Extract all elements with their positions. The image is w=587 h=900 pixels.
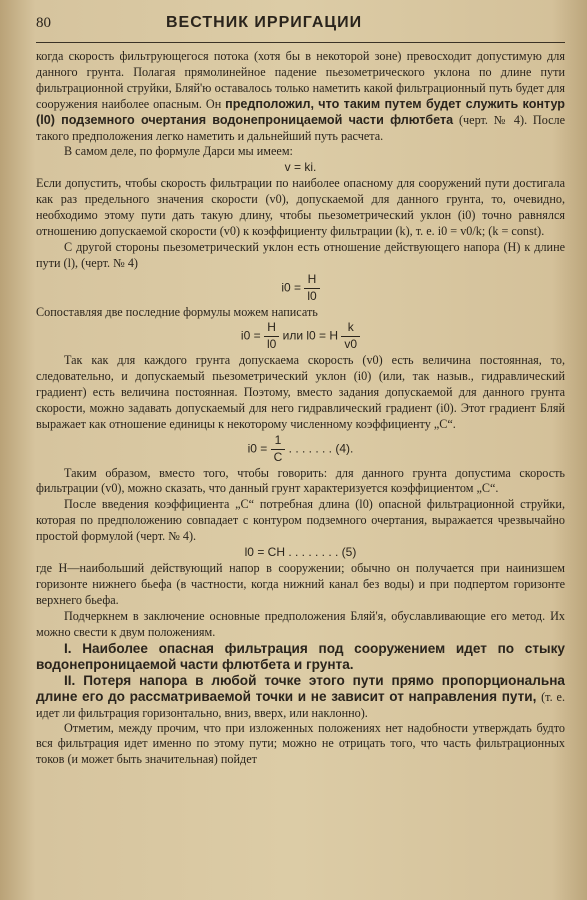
header-rule [36,42,565,43]
paragraph-1-lines: когда скорость фильтрующегося потока (хотя бы в некоторой зоне) превосходит допустимую для данного грунта. Полагая прямолинейное падение пьезометрического уклона по длине пути фильтрационной струйки, Бляй'ю оставалось только наметить какой фильтрационный путь будет для сооружения наиболее опасным. [36,49,565,111]
principle-2-main: II. Потеря напора в любой точке этого пути прямо пропорциональна длине его до рассматриваемой точки и не зависит от направления пути, [36,672,565,704]
page-number: 80 [36,15,51,31]
coefficient-formula-lhs: i0 = [247,441,268,456]
combined-fraction-2 [341,320,360,353]
gradient-formula-lhs: i0 = [281,280,301,295]
combined-denominator-2: v0 [344,337,358,352]
gradient-numerator: H [304,272,319,289]
paragraph-1 [36,49,565,144]
paragraph-1-emphasis: предположил, что таким путем будет служить контур (l0) подземного очертания водонепроницаемой части флютбета [36,96,566,127]
paragraph-2: В самом деле, по формуле Дарси мы имеем: [64,144,293,159]
blei-formula: l0 = CH . . . . . . . . (5) [244,545,357,560]
paragraph-11: Отметим, между прочим, что при изложенных положениях нет надобности утверждать будто вся фильтрация идет именно по этому пути; можно не отрицать того, что часть фильтрационных токов (и может быть значительная) пойдет [36,720,565,767]
coefficient-numerator: 1 [271,433,286,450]
paragraph-5: Сопоставляя две последние формулы можем написать [36,304,318,319]
paragraph-1-lead: Он [205,96,222,111]
coefficient-formula [36,433,565,466]
paragraph-10: Подчеркнем в заключение основные предположения Бляй'я, обуславливающие его метод. Их можно свести к двум положениям. [36,608,565,639]
combined-numerator-2: k [341,320,360,337]
combined-fraction-1 [264,320,279,353]
paragraph-3: Если допустить, чтобы скорость фильтрации по наиболее опасному для сооружений пути достигала как раз предельного значения скорости (v0), допускаемой для данного грунта, то, очевидно, необходимо этому пути дать такую длину, чтобы пьезометрический уклон (i0) точно равнялся отношению допускаемой скорости (v0) к коэффициенту фильтрации (k), т. е. i0 = v0/k; (k = const). [36,176,565,238]
paragraph-7: Таким образом, вместо того, чтобы говорить: для данного грунта допустима скорость фильтрации (v0), можно сказать, что данный грунт характеризуется коэффициентом „C“. [36,465,565,496]
combined-numerator-1: H [264,320,279,337]
gradient-formula [36,272,565,305]
paragraph-6: Так как для каждого грунта допускаема скорость (v0) есть величина постоянная, то, следовательно, и допускаемый пьезометрический уклон (i0) (или, так назыв., гидравлический градиент) есть величина постоянная. Поэтому, вместо задания допускаемой для данного грунта скорости, можно задавать допускаемый для него гидравлический градиент (i0). Этот градиент Бляй выражает как отношение единицы к некоторому численному коэффициенту „C“. [36,353,565,431]
darcy-formula: v = ki. [284,160,317,175]
coefficient-formula-number: . . . . . . . (4). [288,441,354,456]
combined-formula [36,320,565,353]
principle-2 [36,673,565,721]
paragraph-4: С другой стороны пьезометрический уклон есть отношение действующего напора (H) к длине пути (l), (черт. № 4) [36,239,565,270]
article-body [36,49,565,768]
gradient-denominator: l0 [307,288,317,303]
combined-formula-lhs: i0 = [240,328,261,343]
coefficient-denominator: C [273,449,283,464]
page-header [36,14,565,36]
paragraph-1-tail: (черт. № 4). После такого предположения легко наметить и дальнейший путь расчета. [36,112,566,143]
principle-1: I. Наиболее опасная фильтрация под сооружением идет по стыку водонепроницаемой части флютбета и грунта. [36,640,565,672]
journal-title: ВЕСТНИК ИРРИГАЦИИ [166,14,363,31]
combined-formula-mid: или l0 = H [282,328,339,343]
principle-2-tail: (т. е. идет ли фильтрация горизонтально, вниз, вверх, или наклонно). [36,689,565,720]
combined-denominator-1: l0 [266,337,277,352]
gradient-fraction [304,272,319,305]
coefficient-fraction [271,433,286,466]
paragraph-8: После введения коэффициента „C“ потребная длина (l0) опасной фильтрационной струйки, которая по предположению совпадает с контуром подземного очертания, выражается чрезвычайно простой формулой (черт. № 4). [36,497,565,544]
paragraph-9: где H—наибольший действующий напор в сооружении; обычно он получается при наинизшем горизонте нижнего бьефа (в частности, когда нижний канал без воды) и при подпертом горизонте верхнего бьефа. [36,561,565,607]
